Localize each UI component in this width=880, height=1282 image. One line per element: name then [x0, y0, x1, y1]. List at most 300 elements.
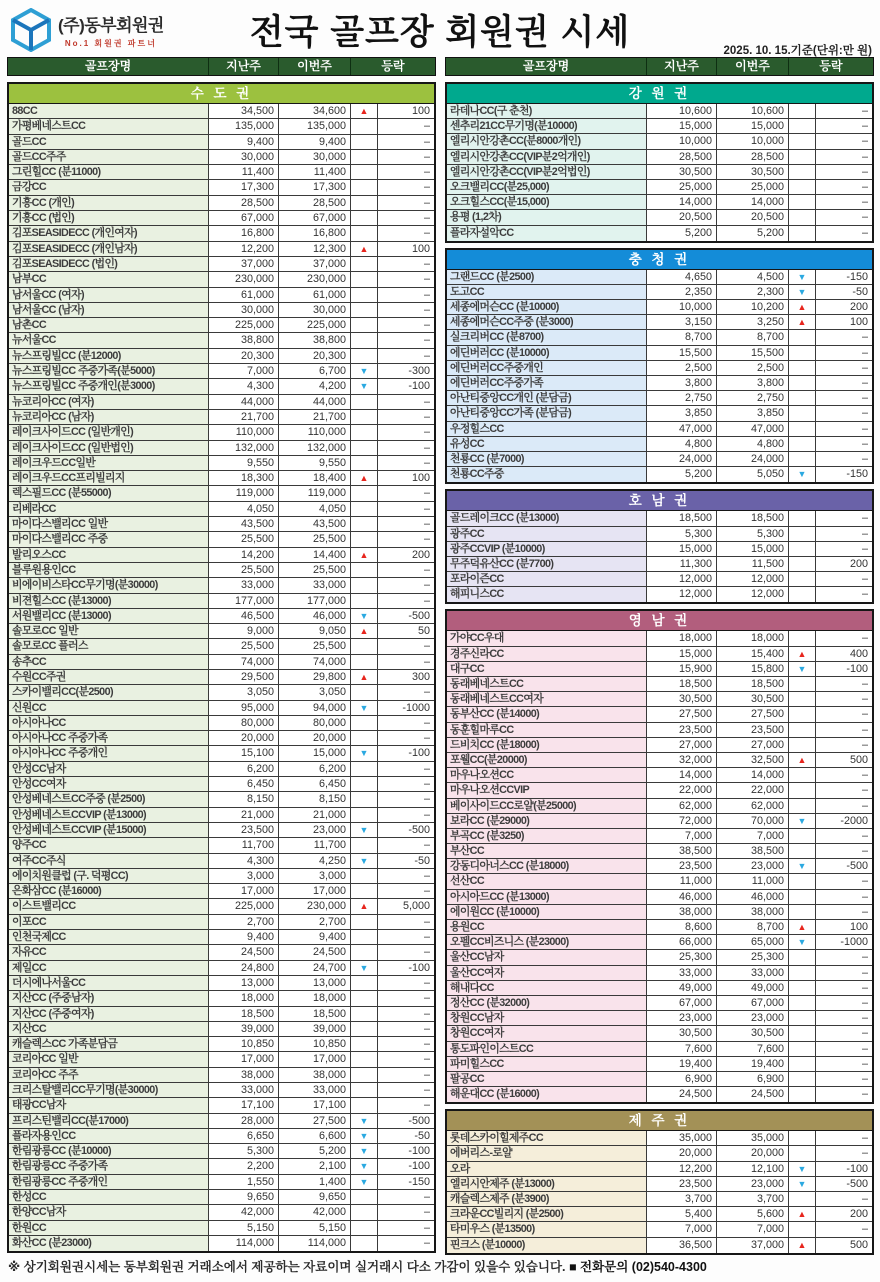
- date-note: 2025. 10. 15.기준(단위:만 원): [723, 45, 872, 57]
- this-week-cell: 15,500: [717, 346, 789, 360]
- change-value-cell: –: [816, 981, 872, 995]
- course-name-cell: 동부산CC (분14000): [447, 707, 647, 721]
- last-week-cell: 46,500: [209, 609, 279, 623]
- change-value-cell: -50: [378, 854, 434, 868]
- change-arrow-cell: [351, 1022, 378, 1036]
- this-week-cell: 30,000: [279, 303, 351, 317]
- last-week-cell: 66,000: [647, 935, 717, 949]
- this-week-cell: 4,250: [279, 854, 351, 868]
- this-week-cell: 80,000: [279, 716, 351, 730]
- course-name-cell: 비에이비스타CC무기명(분30000): [9, 578, 209, 592]
- table-row: [447, 662, 872, 677]
- this-week-cell: 3,700: [717, 1192, 789, 1206]
- change-value-cell: –: [378, 1068, 434, 1082]
- this-week-cell: 70,000: [717, 814, 789, 828]
- company-name: (주)동부회원권: [58, 16, 164, 35]
- up-arrow-icon: ▲: [789, 920, 816, 934]
- table-row: [9, 1098, 434, 1113]
- last-week-cell: 15,000: [647, 119, 717, 133]
- this-week-cell: 135,000: [279, 119, 351, 133]
- change-arrow-cell: [351, 196, 378, 210]
- change-arrow-cell: [789, 707, 816, 721]
- down-arrow-icon: ▼: [351, 364, 378, 378]
- this-week-cell: 114,000: [279, 1236, 351, 1251]
- change-arrow-cell: [789, 631, 816, 645]
- last-week-cell: 30,500: [647, 165, 717, 179]
- table-row: [447, 1207, 872, 1222]
- last-week-cell: 7,600: [647, 1042, 717, 1056]
- phone-contact: ■ 전화문의 (02)540-4300: [569, 1260, 707, 1274]
- table-row: [9, 976, 434, 991]
- this-week-cell: 2,750: [717, 391, 789, 405]
- change-arrow-cell: [789, 587, 816, 602]
- course-name-cell: 코리아CC 주주: [9, 1068, 209, 1082]
- table-row: [447, 799, 872, 814]
- table-row: [447, 1192, 872, 1207]
- change-value-cell: –: [816, 587, 872, 602]
- change-arrow-cell: [351, 869, 378, 883]
- this-week-cell: 37,000: [717, 1238, 789, 1253]
- table-row: [447, 631, 872, 646]
- table-row: [447, 1026, 872, 1041]
- course-name-cell: 용평 (1,2차): [447, 210, 647, 224]
- this-week-cell: 6,900: [717, 1072, 789, 1086]
- this-week-cell: 3,000: [279, 869, 351, 883]
- change-value-cell: –: [378, 930, 434, 944]
- change-arrow-cell: [351, 150, 378, 164]
- change-arrow-cell: [789, 981, 816, 995]
- change-value-cell: –: [816, 542, 872, 556]
- table-row: [9, 655, 434, 670]
- course-name-cell: 지산CC (주중남자): [9, 991, 209, 1005]
- last-week-cell: 11,400: [209, 165, 279, 179]
- change-value-cell: –: [378, 425, 434, 439]
- change-value-cell: –: [378, 517, 434, 531]
- course-name-cell: 비젼힐스CC (분13000): [9, 594, 209, 608]
- course-name-cell: 한원CC: [9, 1221, 209, 1235]
- course-name-cell: 동훈힐마루CC: [447, 723, 647, 737]
- course-name-cell: 더시에나서울CC: [9, 976, 209, 990]
- course-name-cell: 경주신라CC: [447, 647, 647, 661]
- table-row: [447, 119, 872, 134]
- change-value-cell: –: [378, 991, 434, 1005]
- table-row: [447, 572, 872, 587]
- table-row: [447, 210, 872, 225]
- last-week-cell: 38,000: [647, 905, 717, 919]
- change-arrow-cell: [351, 1236, 378, 1251]
- this-week-cell: 23,000: [279, 823, 351, 837]
- this-week-cell: 32,500: [717, 753, 789, 767]
- last-week-cell: 5,400: [647, 1207, 717, 1221]
- this-week-cell: 10,200: [717, 300, 789, 314]
- section-title: 충 청 권: [447, 250, 872, 270]
- this-week-cell: 17,100: [279, 1098, 351, 1112]
- table-row: [9, 777, 434, 792]
- this-week-cell: 4,500: [717, 270, 789, 284]
- table-row: [9, 502, 434, 517]
- change-arrow-cell: [789, 150, 816, 164]
- last-week-cell: 9,400: [209, 135, 279, 149]
- change-value-cell: –: [378, 578, 434, 592]
- table-row: [9, 899, 434, 914]
- this-week-cell: 25,000: [717, 180, 789, 194]
- course-name-cell: 남촌CC: [9, 318, 209, 332]
- change-value-cell: -300: [378, 364, 434, 378]
- last-week-cell: 47,000: [647, 422, 717, 436]
- this-week-cell: 9,050: [279, 624, 351, 638]
- last-week-cell: 3,150: [647, 315, 717, 329]
- last-week-cell: 24,000: [647, 452, 717, 466]
- last-week-cell: 177,000: [209, 594, 279, 608]
- last-week-cell: 225,000: [209, 318, 279, 332]
- change-value-cell: 200: [816, 557, 872, 571]
- table-row: [447, 829, 872, 844]
- change-value-cell: -150: [378, 1175, 434, 1189]
- change-arrow-cell: [789, 1146, 816, 1160]
- last-week-cell: 80,000: [209, 716, 279, 730]
- course-name-cell: 무주덕유산CC (분7700): [447, 557, 647, 571]
- this-week-cell: 18,400: [279, 471, 351, 485]
- change-value-cell: 5,000: [378, 899, 434, 913]
- course-name-cell: 천룡CC (분7000): [447, 452, 647, 466]
- change-value-cell: -150: [816, 270, 872, 284]
- this-week-cell: 10,600: [717, 104, 789, 118]
- change-value-cell: –: [378, 502, 434, 516]
- this-week-cell: 119,000: [279, 486, 351, 500]
- change-arrow-cell: [789, 1072, 816, 1086]
- this-week-cell: 2,500: [717, 361, 789, 375]
- last-week-cell: 17,100: [209, 1098, 279, 1112]
- change-value-cell: –: [816, 738, 872, 752]
- last-week-cell: 1,550: [209, 1175, 279, 1189]
- table-row: [9, 991, 434, 1006]
- change-value-cell: -500: [816, 1177, 872, 1191]
- course-name-cell: 골드CC주주: [9, 150, 209, 164]
- change-value-cell: –: [378, 716, 434, 730]
- change-arrow-cell: [351, 180, 378, 194]
- change-value-cell: 300: [378, 670, 434, 684]
- this-week-cell: 225,000: [279, 318, 351, 332]
- table-row: [447, 1087, 872, 1102]
- course-name-cell: 프리스틴밸리CC(분17000): [9, 1114, 209, 1128]
- last-week-cell: 10,000: [647, 300, 717, 314]
- table-row: [447, 844, 872, 859]
- table-row: [9, 1236, 434, 1251]
- last-week-cell: 2,500: [647, 361, 717, 375]
- last-week-cell: 21,000: [209, 808, 279, 822]
- course-name-cell: 아시아나CC 주중개인: [9, 746, 209, 760]
- table-row: [9, 762, 434, 777]
- up-arrow-icon: ▲: [351, 548, 378, 562]
- course-name-cell: 기흥CC (법인): [9, 211, 209, 225]
- change-value-cell: –: [378, 150, 434, 164]
- course-name-cell: 김포SEASIDECC (법인): [9, 257, 209, 271]
- up-arrow-icon: ▲: [351, 104, 378, 118]
- this-week-cell: 35,000: [717, 1131, 789, 1145]
- change-arrow-cell: [789, 1042, 816, 1056]
- table-row: [447, 723, 872, 738]
- section-title: 호 남 권: [447, 491, 872, 511]
- change-value-cell: –: [378, 777, 434, 791]
- up-arrow-icon: ▲: [351, 670, 378, 684]
- last-week-cell: 30,500: [647, 1026, 717, 1040]
- this-week-cell: 24,700: [279, 961, 351, 975]
- last-week-cell: 18,500: [647, 677, 717, 691]
- table-row: [447, 527, 872, 542]
- last-week-cell: 18,500: [647, 511, 717, 525]
- column-header-cell: 골프장명: [8, 58, 209, 75]
- change-arrow-cell: [351, 777, 378, 791]
- change-value-cell: –: [816, 134, 872, 148]
- page-title: 전국 골프장 회원권 시세: [249, 13, 631, 52]
- last-week-cell: 23,000: [647, 1011, 717, 1025]
- change-value-cell: –: [378, 1083, 434, 1097]
- this-week-cell: 5,050: [717, 467, 789, 482]
- change-arrow-cell: [351, 1007, 378, 1021]
- table-row: [447, 330, 872, 345]
- course-name-cell: 광주CCVIP (분10000): [447, 542, 647, 556]
- last-week-cell: 9,000: [209, 624, 279, 638]
- region-section: [445, 248, 874, 485]
- change-value-cell: –: [816, 1057, 872, 1071]
- course-name-cell: 안성베네스트CCVIP (분15000): [9, 823, 209, 837]
- table-row: [447, 557, 872, 572]
- this-week-cell: 15,000: [279, 746, 351, 760]
- course-name-cell: 아시아나CC 주중가족: [9, 731, 209, 745]
- course-name-cell: 뉴코리아CC (남자): [9, 410, 209, 424]
- this-week-cell: 30,500: [717, 165, 789, 179]
- change-value-cell: –: [816, 844, 872, 858]
- this-week-cell: 27,000: [717, 738, 789, 752]
- course-name-cell: 우정힐스CC: [447, 422, 647, 436]
- last-week-cell: 30,000: [209, 303, 279, 317]
- course-name-cell: 김포SEASIDECC (개인남자): [9, 242, 209, 256]
- course-name-cell: 통도파인이스트CC: [447, 1042, 647, 1056]
- table-row: [9, 104, 434, 119]
- this-week-cell: 38,800: [279, 333, 351, 347]
- change-value-cell: –: [378, 1037, 434, 1051]
- change-value-cell: –: [378, 594, 434, 608]
- change-value-cell: –: [378, 563, 434, 577]
- this-week-cell: 9,400: [279, 930, 351, 944]
- this-week-cell: 14,000: [717, 195, 789, 209]
- table-row: [447, 1177, 872, 1192]
- table-row: [9, 961, 434, 976]
- table-row: [9, 333, 434, 348]
- change-value-cell: –: [816, 829, 872, 843]
- course-name-cell: 세종에머슨CC (분10000): [447, 300, 647, 314]
- down-arrow-icon: ▼: [351, 854, 378, 868]
- change-arrow-cell: [351, 395, 378, 409]
- course-name-cell: 부곡CC (분3250): [447, 829, 647, 843]
- course-name-cell: 보라CC (분29000): [447, 814, 647, 828]
- change-value-cell: –: [378, 257, 434, 271]
- table-row: [9, 624, 434, 639]
- change-value-cell: –: [816, 437, 872, 451]
- last-week-cell: 10,850: [209, 1037, 279, 1051]
- table-row: [447, 422, 872, 437]
- change-value-cell: –: [816, 346, 872, 360]
- this-week-cell: 7,600: [717, 1042, 789, 1056]
- last-week-cell: 12,200: [209, 242, 279, 256]
- this-week-cell: 17,300: [279, 180, 351, 194]
- disclaimer-text: ※ 상기회원권시세는 동부회원권 거래소에서 제공하는 자료이며 실거래시 다소 가감이 있을수 있습니다.: [8, 1260, 566, 1274]
- this-week-cell: 38,000: [279, 1068, 351, 1082]
- change-arrow-cell: [789, 1131, 816, 1145]
- this-week-cell: 18,500: [717, 511, 789, 525]
- last-week-cell: 23,500: [647, 723, 717, 737]
- last-week-cell: 25,000: [647, 180, 717, 194]
- last-week-cell: 5,200: [647, 467, 717, 482]
- down-arrow-icon: ▼: [789, 1162, 816, 1176]
- table-row: [447, 391, 872, 406]
- course-name-cell: 렉스필드CC (분55000): [9, 486, 209, 500]
- last-week-cell: 6,200: [209, 762, 279, 776]
- last-week-cell: 14,000: [647, 768, 717, 782]
- up-arrow-icon: ▲: [789, 300, 816, 314]
- last-week-cell: 18,000: [647, 631, 717, 645]
- change-value-cell: –: [378, 1190, 434, 1204]
- course-name-cell: 실크리버CC (분8700): [447, 330, 647, 344]
- last-week-cell: 44,000: [209, 395, 279, 409]
- change-value-cell: –: [816, 406, 872, 420]
- change-value-cell: –: [816, 572, 872, 586]
- change-value-cell: –: [816, 1087, 872, 1102]
- change-value-cell: –: [816, 1042, 872, 1056]
- change-value-cell: –: [378, 808, 434, 822]
- course-name-cell: 울산CC여자: [447, 966, 647, 980]
- up-arrow-icon: ▲: [351, 471, 378, 485]
- this-week-cell: 38,500: [717, 844, 789, 858]
- this-week-cell: 20,500: [717, 210, 789, 224]
- course-name-cell: 레이크사이드CC (일반법인): [9, 441, 209, 455]
- this-week-cell: 10,850: [279, 1037, 351, 1051]
- change-arrow-cell: [351, 716, 378, 730]
- table-row: [9, 532, 434, 547]
- change-value-cell: –: [378, 945, 434, 959]
- change-arrow-cell: [789, 905, 816, 919]
- course-name-cell: 팔공CC: [447, 1072, 647, 1086]
- table-row: [9, 471, 434, 486]
- table-row: [9, 196, 434, 211]
- up-arrow-icon: ▲: [789, 753, 816, 767]
- course-name-cell: 플라자설악CC: [447, 226, 647, 241]
- course-name-cell: 남부CC: [9, 272, 209, 286]
- this-week-cell: 230,000: [279, 899, 351, 913]
- course-name-cell: 코리아CC 일반: [9, 1052, 209, 1066]
- last-week-cell: 17,300: [209, 180, 279, 194]
- change-arrow-cell: [789, 134, 816, 148]
- table-row: [447, 981, 872, 996]
- down-arrow-icon: ▼: [351, 1144, 378, 1158]
- course-name-cell: 레이크사이드CC (일반개인): [9, 425, 209, 439]
- change-arrow-cell: [789, 527, 816, 541]
- change-arrow-cell: [351, 272, 378, 286]
- down-arrow-icon: ▼: [351, 746, 378, 760]
- change-value-cell: –: [816, 783, 872, 797]
- table-row: [447, 376, 872, 391]
- this-week-cell: 12,000: [717, 587, 789, 602]
- last-week-cell: 3,050: [209, 685, 279, 699]
- change-value-cell: –: [816, 119, 872, 133]
- change-value-cell: –: [378, 272, 434, 286]
- course-name-cell: 그랜드CC (분2500): [447, 270, 647, 284]
- change-value-cell: -500: [378, 823, 434, 837]
- table-row: [447, 406, 872, 421]
- this-week-cell: 6,200: [279, 762, 351, 776]
- course-name-cell: 센추리21CC무기명(분10000): [447, 119, 647, 133]
- last-week-cell: 13,000: [209, 976, 279, 990]
- last-week-cell: 2,750: [647, 391, 717, 405]
- table-row: [9, 609, 434, 624]
- table-row: [447, 738, 872, 753]
- course-name-cell: 송추CC: [9, 655, 209, 669]
- this-week-cell: 11,500: [717, 557, 789, 571]
- table-row: [9, 578, 434, 593]
- change-value-cell: –: [378, 135, 434, 149]
- up-arrow-icon: ▲: [789, 1207, 816, 1221]
- last-week-cell: 9,550: [209, 456, 279, 470]
- company-slogan: No.1 회원권 파트너: [64, 39, 157, 48]
- this-week-cell: 4,200: [279, 379, 351, 393]
- last-week-cell: 30,000: [209, 150, 279, 164]
- last-week-cell: 25,500: [209, 532, 279, 546]
- last-week-cell: 29,500: [209, 670, 279, 684]
- table-row: [9, 548, 434, 563]
- this-week-cell: 24,000: [717, 452, 789, 466]
- change-value-cell: 500: [816, 1238, 872, 1253]
- table-row: [9, 670, 434, 685]
- table-row: [447, 1162, 872, 1177]
- course-name-cell: 블루원용인CC: [9, 563, 209, 577]
- down-arrow-icon: ▼: [351, 961, 378, 975]
- last-week-cell: 5,300: [647, 527, 717, 541]
- course-name-cell: 울산CC남자: [447, 950, 647, 964]
- up-arrow-icon: ▲: [351, 624, 378, 638]
- this-week-cell: 65,000: [717, 935, 789, 949]
- region-section: [445, 609, 874, 1104]
- change-value-cell: –: [378, 869, 434, 883]
- this-week-cell: 11,700: [279, 838, 351, 852]
- course-name-cell: 골드CC: [9, 135, 209, 149]
- last-week-cell: 135,000: [209, 119, 279, 133]
- table-row: [9, 1221, 434, 1236]
- table-row: [9, 746, 434, 761]
- last-week-cell: 3,800: [647, 376, 717, 390]
- this-week-cell: 24,500: [717, 1087, 789, 1102]
- last-week-cell: 6,650: [209, 1129, 279, 1143]
- change-value-cell: –: [378, 456, 434, 470]
- course-name-cell: 에버리스-로얄: [447, 1146, 647, 1160]
- change-value-cell: –: [816, 692, 872, 706]
- change-arrow-cell: [351, 1190, 378, 1204]
- change-arrow-cell: [789, 330, 816, 344]
- change-arrow-cell: [351, 1221, 378, 1235]
- price-tables: [0, 57, 880, 1260]
- course-name-cell: 안성베네스트CC주중 (분2500): [9, 792, 209, 806]
- course-name-cell: 화산CC (분23000): [9, 1236, 209, 1251]
- change-value-cell: –: [378, 1007, 434, 1021]
- course-name-cell: 캐슬렉스제주 (분3900): [447, 1192, 647, 1206]
- course-name-cell: 남서울CC (남자): [9, 303, 209, 317]
- last-week-cell: 119,000: [209, 486, 279, 500]
- course-name-cell: 광주CC: [447, 527, 647, 541]
- last-week-cell: 114,000: [209, 1236, 279, 1251]
- this-week-cell: 42,000: [279, 1205, 351, 1219]
- table-row: [447, 270, 872, 285]
- table-row: [447, 195, 872, 210]
- table-row: [9, 1068, 434, 1083]
